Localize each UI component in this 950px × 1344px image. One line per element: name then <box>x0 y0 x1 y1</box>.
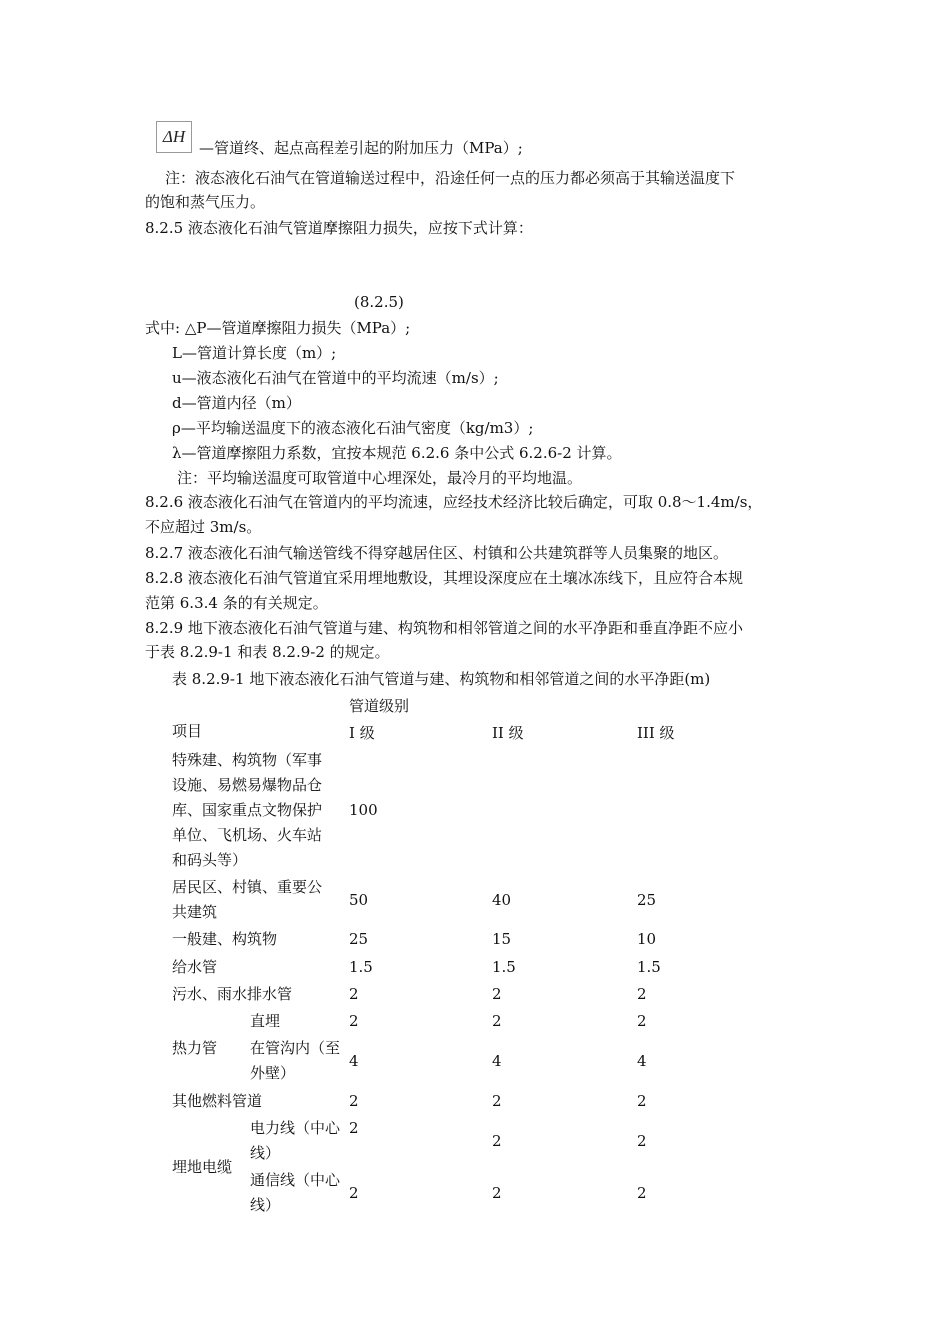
delta-h-description: —管道终、起点高程差引起的附加压力（MPa）; <box>199 139 523 157</box>
table-cell-item: 污水、雨水排水管 <box>172 985 293 1003</box>
table-cell-subitem-line: 通信线（中心 <box>250 1171 341 1189</box>
table-cell-value: 4 <box>492 1052 502 1070</box>
table-cell-item: 热力管 <box>172 1039 218 1057</box>
table-cell-value: 100 <box>349 801 378 819</box>
section-8-2-6-line1: 8.2.6 液态液化石油气在管道内的平均流速，应经技术经济比较后确定，可取 0.8～1.4m/s， <box>145 493 763 511</box>
delta-h-symbol: ΔH <box>162 127 186 146</box>
table-cell-value: 2 <box>637 1012 647 1030</box>
table-cell-subitem-line: 线） <box>250 1144 281 1162</box>
table-cell-item: 一般建、构筑物 <box>172 930 278 948</box>
table-cell-item: 居民区、村镇、重要公 <box>172 878 323 896</box>
table-cell-subitem: 直埋 <box>250 1012 281 1030</box>
table-cell-value: 1.5 <box>492 958 516 976</box>
section-8-2-5-heading: 8.2.5 液态液化石油气管道摩擦阻力损失，应按下式计算： <box>145 219 533 237</box>
table-cell-value: 2 <box>349 1119 359 1137</box>
table-cell-subitem-line: 在管沟内（至 <box>250 1039 341 1057</box>
table-cell-subitem <box>250 1168 340 1218</box>
intro-note-line1: 注：液态液化石油气在管道输送过程中，沿途任何一点的压力都必须高于其输送温度下 <box>165 169 736 187</box>
table-cell-value: 2 <box>637 1132 647 1150</box>
var-d: d—管道内径（m） <box>172 394 301 412</box>
table-cell-value: 40 <box>492 891 512 909</box>
section-8-2-8-line2: 范第 6.3.4 条的有关规定。 <box>145 594 328 612</box>
var-rho: ρ—平均输送温度下的液态液化石油气密度（kg/m3）; <box>172 419 534 437</box>
table-cell-value: 50 <box>349 891 369 909</box>
table-cell-item: 库、国家重点文物保护 <box>172 801 323 819</box>
section-8-2-8-line1: 8.2.8 液态液化石油气管道宜采用埋地敷设，其埋设深度应在土壤冰冻线下，且应符合本规 <box>145 569 743 587</box>
table-group-header: 管道级别 <box>349 697 410 715</box>
table-row-residential <box>172 875 322 925</box>
table-cell-value: 2 <box>349 985 359 1003</box>
table-cell-value: 1.5 <box>349 958 373 976</box>
delta-h-formula-image <box>156 121 192 153</box>
table-cell-value: 2 <box>637 985 647 1003</box>
table-cell-value: 1.5 <box>637 958 661 976</box>
table-cell-value: 2 <box>492 1012 502 1030</box>
table-cell-subitem <box>250 1036 340 1086</box>
table-level-3-header: III 级 <box>637 724 675 742</box>
table-cell-item: 和码头等） <box>172 851 248 869</box>
var-l: L—管道计算长度（m）; <box>172 344 337 362</box>
table-cell-value: 2 <box>349 1092 359 1110</box>
where-intro: 式中: △P—管道摩擦阻力损失（MPa）; <box>145 319 411 337</box>
table-cell-value: 4 <box>349 1052 359 1070</box>
var-u: u—液态液化石油气在管道中的平均流速（m/s）; <box>172 369 499 387</box>
table-cell-value: 2 <box>492 985 502 1003</box>
table-cell-value: 15 <box>492 930 512 948</box>
table-cell-subitem-line: 外壁） <box>250 1064 296 1082</box>
table-level-1-header: I 级 <box>349 724 375 742</box>
table-cell-item: 共建筑 <box>172 903 218 921</box>
table-cell-value: 4 <box>637 1052 647 1070</box>
table-cell-value: 10 <box>637 930 657 948</box>
table-cell-value: 2 <box>637 1184 647 1202</box>
table-cell-item: 设施、易燃易爆物品仓 <box>172 776 323 794</box>
table-row-special <box>172 748 322 873</box>
section-8-2-9-line1: 8.2.9 地下液态液化石油气管道与建、构筑物和相邻管道之间的水平净距和垂直净距不应小 <box>145 619 743 637</box>
table-cell-value: 2 <box>637 1092 647 1110</box>
s825-note: 注：平均输送温度可取管道中心埋深处，最冷月的平均地温。 <box>177 469 583 487</box>
table-cell-value: 2 <box>349 1184 359 1202</box>
table-cell-value: 2 <box>492 1092 502 1110</box>
table-cell-item: 其他燃料管道 <box>172 1092 263 1110</box>
table-caption: 表 8.2.9-1 地下液态液化石油气管道与建、构筑物和相邻管道之间的水平净距(m) <box>172 670 711 688</box>
table-cell-item: 给水管 <box>172 958 218 976</box>
table-cell-item: 特殊建、构筑物（军事 <box>172 751 323 769</box>
table-cell-subitem <box>250 1116 340 1166</box>
table-item-header: 项目 <box>172 722 203 740</box>
section-8-2-9-line2: 于表 8.2.9-1 和表 8.2.9-2 的规定。 <box>145 643 390 661</box>
section-8-2-7: 8.2.7 液态液化石油气输送管线不得穿越居住区、村镇和公共建筑群等人员集聚的地区。 <box>145 544 728 562</box>
table-cell-subitem-line: 电力线（中心 <box>250 1119 341 1137</box>
table-cell-item: 埋地电缆 <box>172 1158 233 1176</box>
table-cell-subitem-line: 线） <box>250 1196 281 1214</box>
table-cell-value: 2 <box>349 1012 359 1030</box>
intro-note-line2: 的饱和蒸气压力。 <box>145 193 266 211</box>
var-lambda: λ—管道摩擦阻力系数，宜按本规范 6.2.6 条中公式 6.2.6-2 计算。 <box>172 444 622 462</box>
table-cell-value: 25 <box>349 930 369 948</box>
table-cell-value: 2 <box>492 1132 502 1150</box>
table-cell-item: 单位、飞机场、火车站 <box>172 826 323 844</box>
table-cell-value: 2 <box>492 1184 502 1202</box>
equation-number: (8.2.5) <box>354 293 404 311</box>
section-8-2-6-line2: 不应超过 3m/s。 <box>145 518 262 536</box>
table-cell-value: 25 <box>637 891 657 909</box>
table-level-2-header: II 级 <box>492 724 524 742</box>
